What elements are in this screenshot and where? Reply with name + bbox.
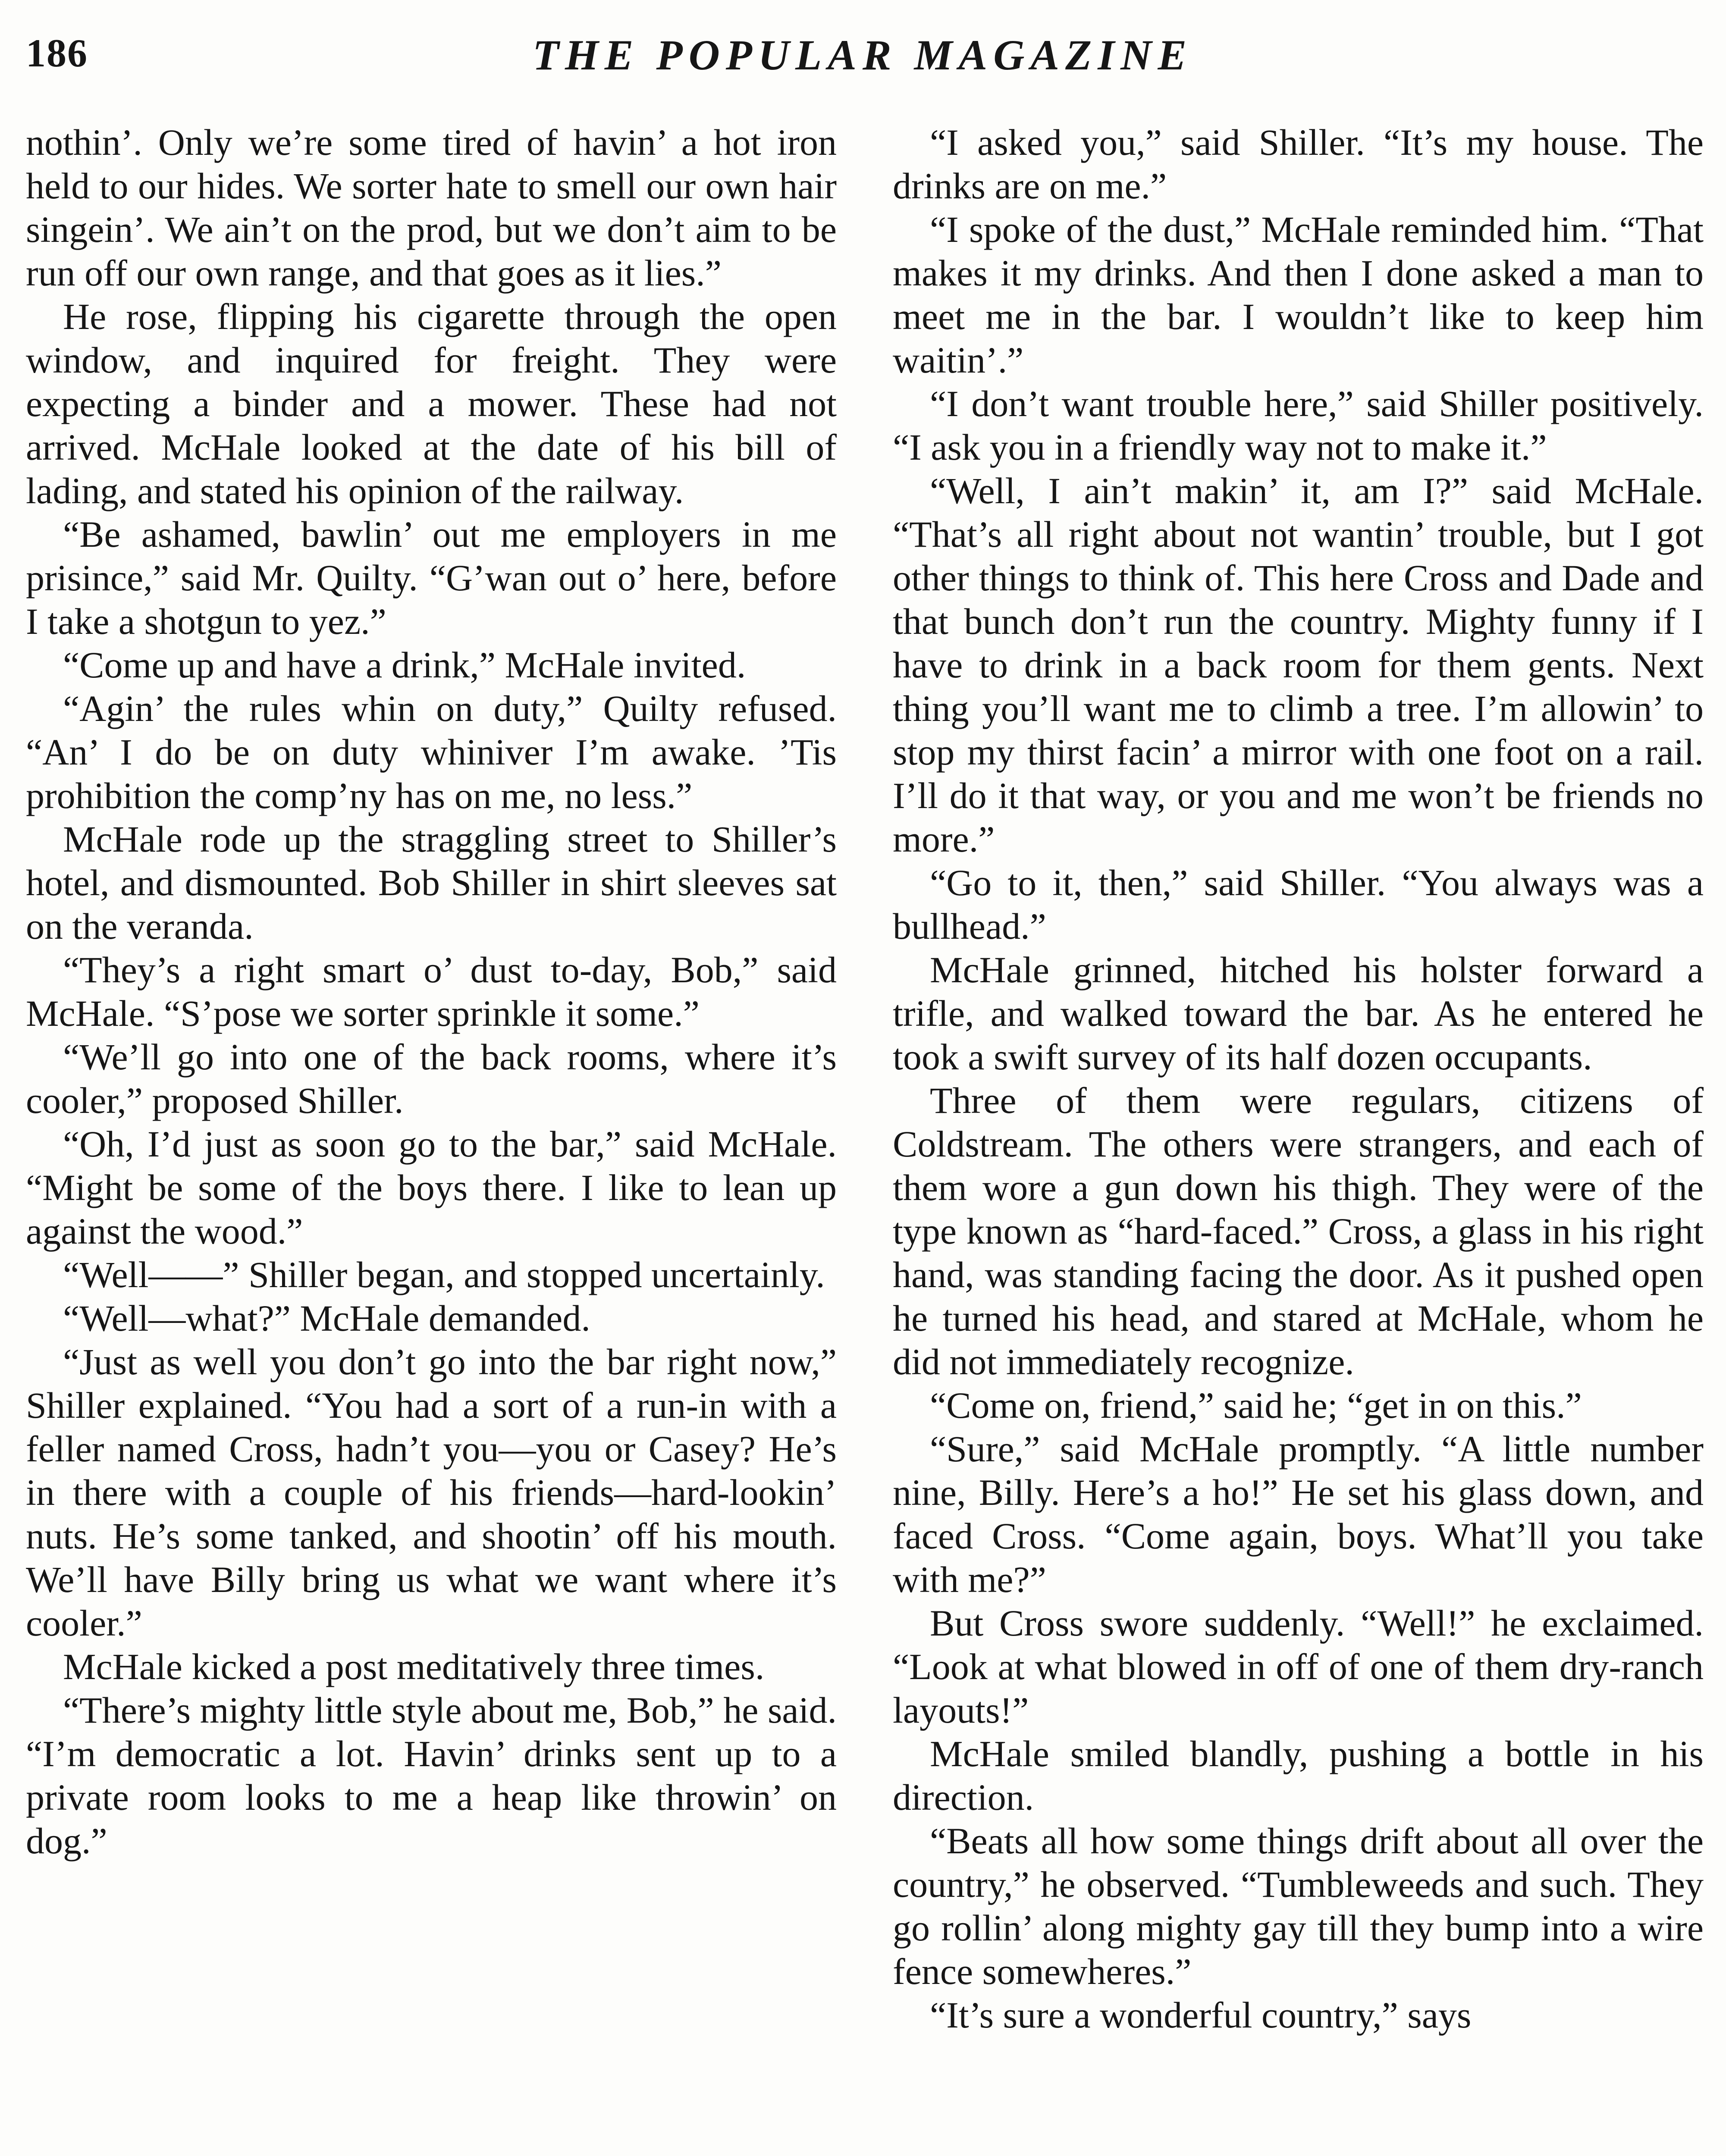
page-header — [26, 30, 1699, 95]
running-head: THE POPULAR MAGAZINE — [532, 31, 1193, 79]
paragraph: “Well, I ain’t makin’ it, am I?” said McHale. “That’s all right about not wantin’ trouble, but I got other things to think of. This here Cross and Dade and that bunch don’t run the country. Mighty funny if I have to drink in a back room for them gents. Next thing you’ll want me to climb a tree. I’m allowin’ to stop my thirst facin’ a mirror with one foot on a rail. I’ll do it that way, or you and me won’t be friends no more.” — [893, 470, 1704, 860]
paragraph: McHale grinned, hitched his holster forward a trifle, and walked toward the bar. As he entered he took a swift survey of its half dozen occupants. — [893, 949, 1704, 1078]
paragraph: “I asked you,” said Shiller. “It’s my house. The drinks are on me.” — [893, 122, 1704, 207]
page-number: 186 — [26, 31, 88, 75]
paragraph: nothin’. Only we’re some tired of havin’ a hot iron held to our hides. We sorter hate to smell our own hair singein’. We ain’t on the prod, but we don’t aim to be run off our own range, and that goes as it lies.” — [26, 122, 837, 294]
paragraph: “I don’t want trouble here,” said Shiller positively. “I ask you in a friendly way not to make it.” — [893, 383, 1704, 468]
paragraph: “Go to it, then,” said Shiller. “You always was a bullhead.” — [893, 862, 1704, 947]
paragraph: “Well—what?” McHale demanded. — [63, 1297, 590, 1339]
paragraph: “There’s mighty little style about me, Bob,” he said. “I’m democratic a lot. Havin’ drinks sent up to a private room looks to me a heap like throwin’ on dog.” — [26, 1689, 837, 1861]
paragraph: “Well——” Shiller began, and stopped uncertainly. — [63, 1254, 825, 1295]
paragraph: McHale rode up the straggling street to Shiller’s hotel, and dismounted. Bob Shiller in shirt sleeves sat on the veranda. — [26, 818, 837, 947]
paragraph: “Come on, friend,” said he; “get in on this.” — [930, 1385, 1582, 1426]
paragraph: He rose, flipping his cigarette through the open window, and inquired for freight. They were expecting a binder and a mower. These had not arrived. McHale looked at the date of his bill of lading, and stated his opinion of the railway. — [26, 296, 837, 511]
paragraph: “Sure,” said McHale promptly. “A little number nine, Billy. Here’s a ho!” He set his glass down, and faced Cross. “Come again, boys. What’ll you take with me?” — [893, 1428, 1704, 1600]
paragraph: “Oh, I’d just as soon go to the bar,” said McHale. “Might be some of the boys there. I like to lean up against the wood.” — [26, 1123, 837, 1252]
paragraph: “They’s a right smart o’ dust to-day, Bob,” said McHale. “S’pose we sorter sprinkle it some.” — [26, 949, 837, 1034]
right-column — [893, 121, 1704, 2156]
paragraph: “I spoke of the dust,” McHale reminded him. “That makes it my drinks. And then I done asked a man to meet me in the bar. I wouldn’t like to keep him waitin’.” — [893, 209, 1704, 381]
paragraph: “Just as well you don’t go into the bar right now,” Shiller explained. “You had a sort of a run-in with a feller named Cross, hadn’t you—you or Casey? He’s in there with a couple of his friends—hard-lookin’ nuts. He’s some tanked, and shootin’ off his mouth. We’ll have Billy bring us what we want where it’s cooler.” — [26, 1341, 837, 1644]
paragraph: McHale kicked a post meditatively three times. — [63, 1646, 765, 1687]
paragraph: But Cross swore suddenly. “Well!” he exclaimed. “Look at what blowed in off of one of them dry-ranch layouts!” — [893, 1602, 1704, 1731]
paragraph: “Come up and have a drink,” McHale invited. — [63, 644, 746, 686]
left-column — [26, 121, 837, 2156]
paragraph: “Be ashamed, bawlin’ out me employers in me prisince,” said Mr. Quilty. “G’wan out o’ here, before I take a shotgun to yez.” — [26, 514, 837, 642]
paragraph: “We’ll go into one of the back rooms, where it’s cooler,” proposed Shiller. — [26, 1036, 837, 1121]
paragraph: Three of them were regulars, citizens of Coldstream. The others were strangers, and each of them wore a gun down his thigh. They were of the type known as “hard-faced.” Cross, a glass in his right hand, was standing facing the door. As it pushed open he turned his head, and stared at McHale, whom he did not immediately recognize. — [893, 1080, 1704, 1382]
paragraph: “It’s sure a wonderful country,” says — [930, 1994, 1472, 2036]
paragraph: McHale smiled blandly, pushing a bottle in his direction. — [893, 1733, 1704, 1818]
paragraph: “Beats all how some things drift about all over the country,” he observed. “Tumbleweeds and such. They go rollin’ along mighty gay till they bump into a wire fence somewheres.” — [893, 1820, 1704, 1992]
paragraph: “Agin’ the rules whin on duty,” Quilty refused. “An’ I do be on duty whiniver I’m awake. ’Tis prohibition the comp’ny has on me, no less.” — [26, 688, 837, 816]
